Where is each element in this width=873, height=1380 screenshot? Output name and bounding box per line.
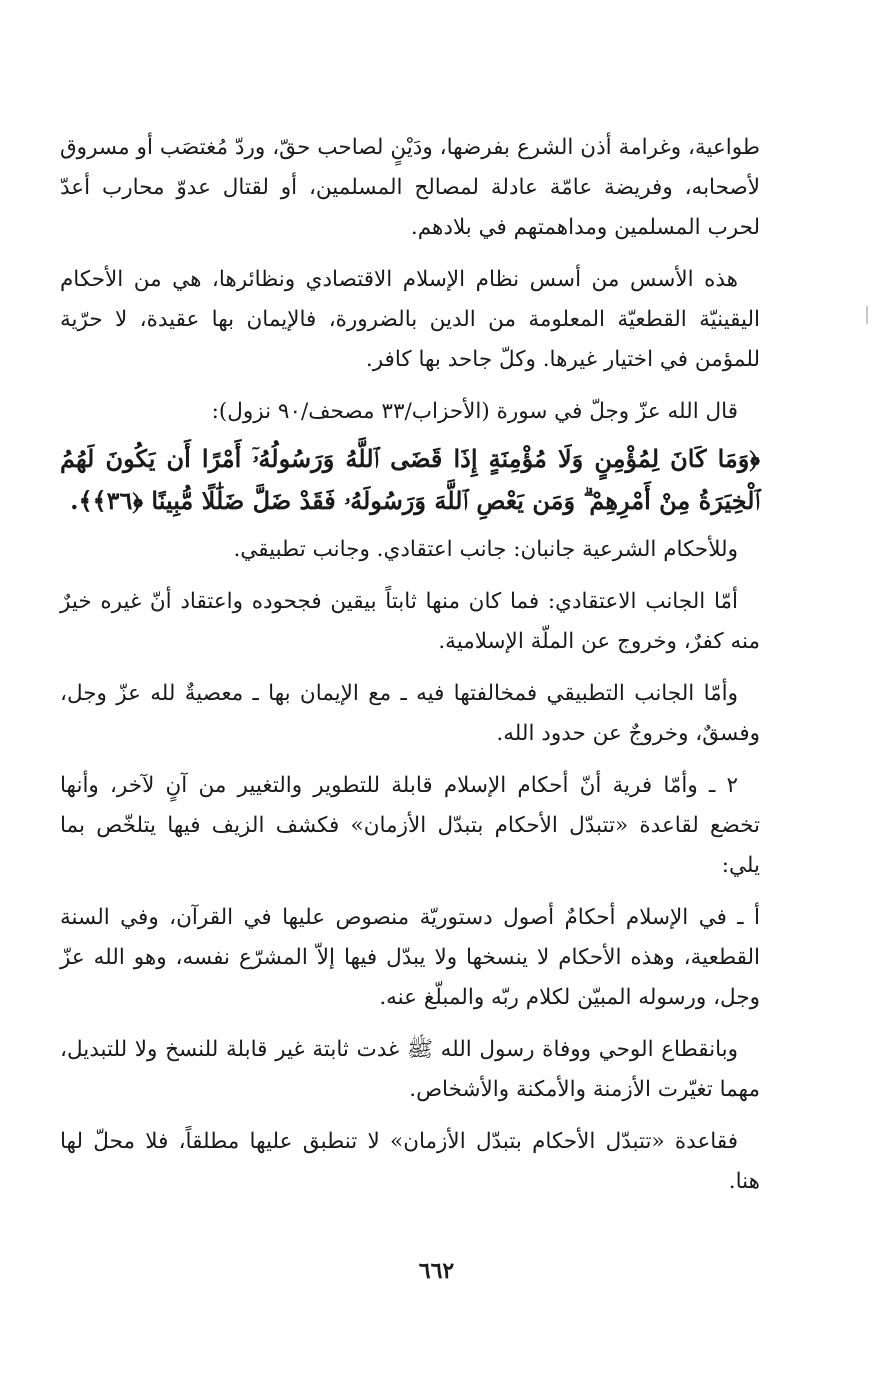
paragraph-belief-aspect: أمّا الجانب الاعتقادي: فما كان منها ثابتاً بيقين فجحوده واعتقاد أنّ غيره خيرٌ منه كفرٌ، وخروج عن الملّة الإسلامية. [60, 589, 760, 654]
page-number: ٦٦٢ [418, 1258, 455, 1284]
quran-citation-intro: قال الله عزّ وجلّ في سورة (الأحزاب/٣٣ مصحف/٩٠ نزول): [211, 399, 738, 424]
paragraph-two-aspects: وللأحكام الشرعية جانبان: جانب اعتقادي. وجانب تطبيقي. [233, 537, 738, 562]
paragraph-point-two: ٢ ـ وأمّا فرية أنّ أحكام الإسلام قابلة للتطوير والتغيير من آنٍ لآخر، وأنها تخضع لقاعدة «تتبدّل الأحكام بتبدّل الأزمان» فكشف الزيف فيها يتلخّص بما يلي: [60, 773, 760, 878]
paragraph-practical-aspect: وأمّا الجانب التطبيقي فمخالفتها فيه ـ مع الإيمان بها ـ معصيةٌ لله عزّ وجل، وفسقٌ، وخروجٌ عن حدود الله. [60, 681, 760, 746]
quran-verse: ﴿وَمَا كَانَ لِمُؤْمِنٍ وَلَا مُؤْمِنَةٍ إِذَا قَضَى ٱللَّهُ وَرَسُولُهُۥٓ أَمْرًا أَن يَكُونَ لَهُمُ ٱلْخِيَرَةُ مِنْ أَمْرِهِمْ ۗ وَمَن يَعْصِ ٱللَّهَ وَرَسُولَهُۥ فَقَدْ ضَلَّ ضَلَٰلًا مُّبِينًا ﴿٣٦﴾﴾. [60, 444, 760, 515]
margin-mark [866, 306, 868, 324]
paragraph-revelation-end: وبانقطاع الوحي ووفاة رسول الله ﷺ غدت ثابتة غير قابلة للنسخ ولا للتبديل، مهما تغيّرت الأزمنة والأمكنة والأشخاص. [60, 1037, 760, 1102]
page-body [60, 128, 760, 1214]
paragraph-conclusion: فقاعدة «تتبدّل الأحكام بتبدّل الأزمان» لا تنطبق عليها مطلقاً، فلا محلّ لها هنا. [60, 1129, 760, 1194]
paragraph-point-a: أ ـ في الإسلام أحكامٌ أصول دستوريّة منصوص عليها في القرآن، وفي السنة القطعية، وهذه الأحكام لا ينسخها ولا يبدّل فيها إلاّ المشرّع نفسه، وهو الله عزّ وجل، ورسوله المبيّن لكلام ربّه والمبلّغ عنه. [60, 905, 760, 1010]
paragraph-foundations: هذه الأسس من أسس نظام الإسلام الاقتصادي ونظائرها، هي من الأحكام اليقينيّة القطعيّة المعلومة من الدين بالضرورة، فالإيمان بها عقيدة، لا حرّية للمؤمن في اختيار غيرها. وكلّ جاحد بها كافر. [60, 267, 760, 372]
paragraph-continuation: طواعية، وغرامة أذن الشرع بفرضها، ودَيْنٍ لصاحب حقّ، وردّ مُغتصَب أو مسروق لأصحابه، وفريضة عامّة عادلة لمصالح المسلمين، أو لقتال عدوّ محارب أعدّ لحرب المسلمين ومداهمتهم في بلادهم. [60, 135, 760, 240]
